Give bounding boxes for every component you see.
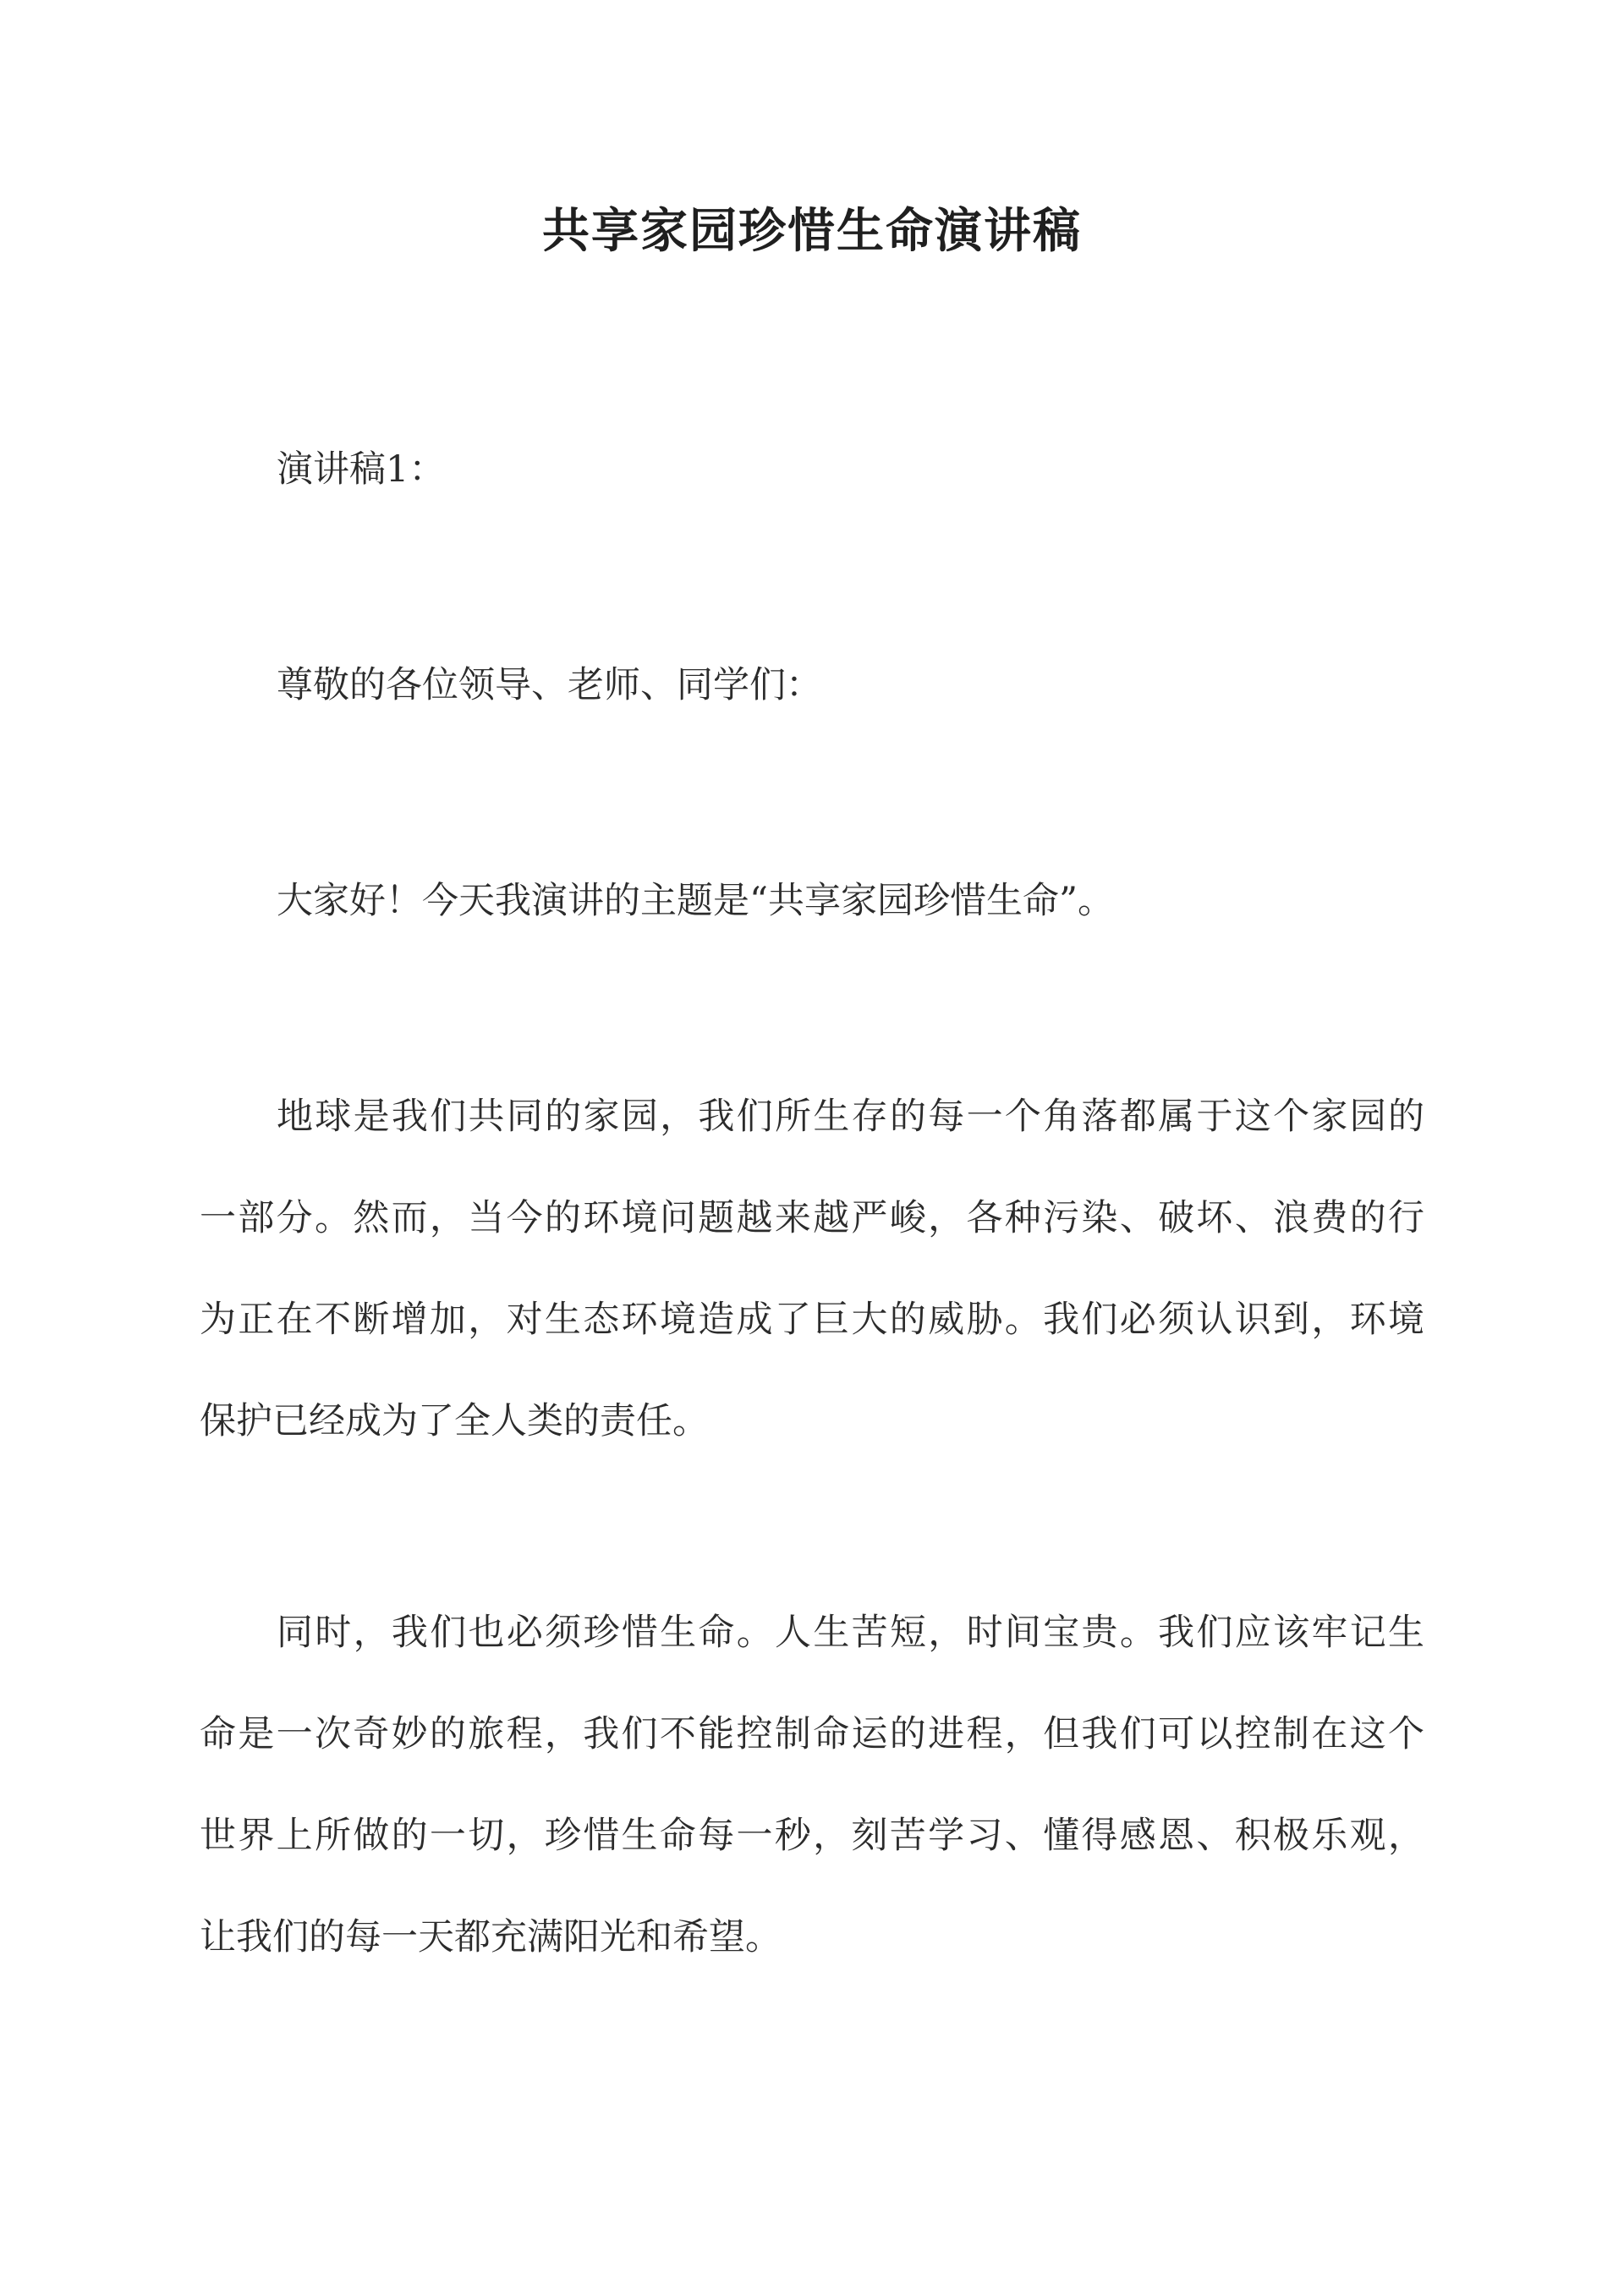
paragraph1-line-3: 为正在不断增加，对生态环境造成了巨大的威胁。我们必须认识到，环境 xyxy=(200,1299,1424,1341)
paragraph2-line-2: 命是一次奇妙的旅程，我们不能控制命运的进程，但我们可以控制在这个 xyxy=(200,1713,1424,1755)
paragraph1-line-2: 一部分。然而，当今的环境问题越来越严峻，各种污染、破坏、浪费的行 xyxy=(200,1197,1424,1239)
speech-heading: 演讲稿1： xyxy=(277,448,446,491)
paragraph1-line-1: 地球是我们共同的家园，我们所生存的每一个角落都属于这个家园的 xyxy=(277,1096,1424,1138)
paragraph2-line-4: 让我们的每一天都充满阳光和希望。 xyxy=(200,1916,782,1958)
intro-line: 大家好！今天我演讲的主题是“共享家园珍惜生命”。 xyxy=(277,880,1114,922)
paragraph1-line-4: 保护已经成为了全人类的责任。 xyxy=(200,1400,709,1442)
greeting-line: 尊敬的各位领导、老师、同学们： xyxy=(277,664,822,706)
paragraph2-line-3: 世界上所做的一切，珍惜生命每一秒，刻苦学习、懂得感恩、积极乐观， xyxy=(200,1815,1424,1857)
document-title: 共享家园珍惜生命演讲稿 xyxy=(542,203,1082,259)
paragraph2-line-1: 同时，我们也必须珍惜生命。人生苦短，时间宝贵。我们应该牢记生 xyxy=(277,1612,1424,1654)
